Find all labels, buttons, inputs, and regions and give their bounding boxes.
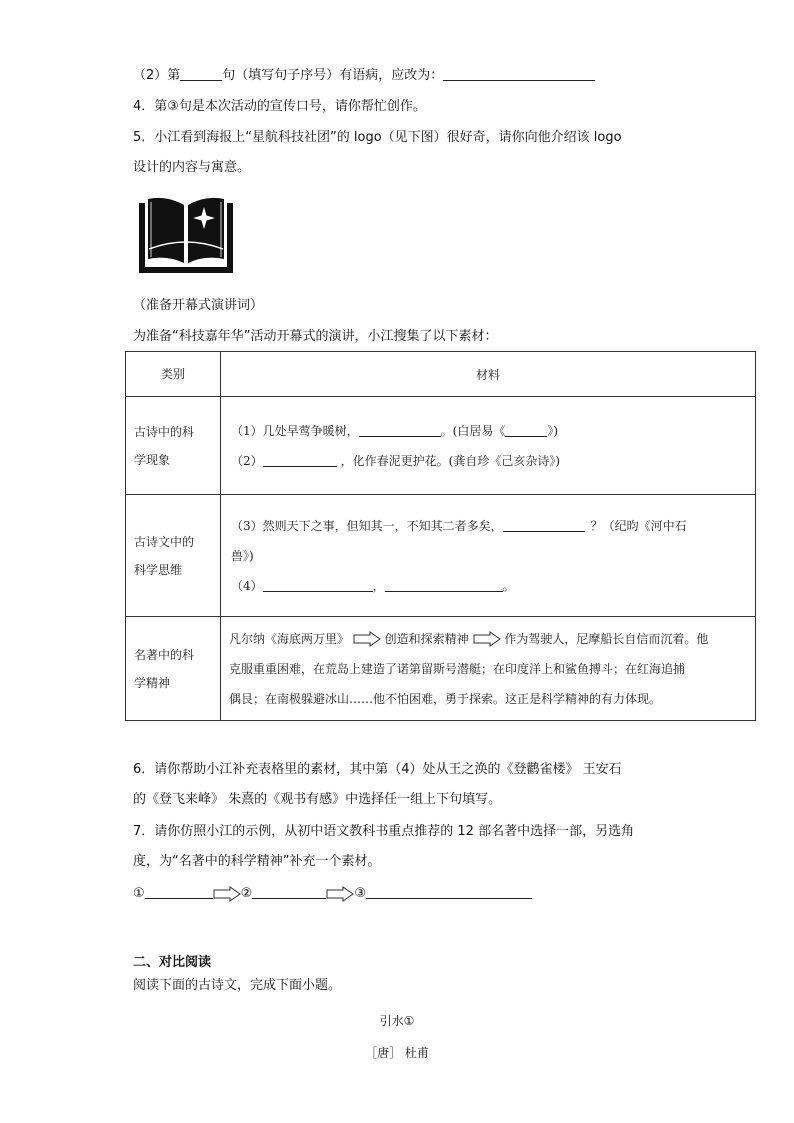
material-line: （1）几处早莺争暖树， 。(白居易《 》) <box>231 423 559 438</box>
answer-blank[interactable] <box>263 577 373 592</box>
question-2: （2）第 句（填写句子序号）有语病，应改为： <box>133 66 595 86</box>
book-star-logo-icon <box>137 197 235 275</box>
poem-title: 引水① <box>379 1014 415 1028</box>
table-row <box>126 495 756 617</box>
question-6-line2: 的《登飞来峰》 朱熹的《观书有感》中选择任一组上下句填写。 <box>133 792 502 807</box>
answer-row: ① ② ③ <box>133 884 532 904</box>
row-category: 古诗中的科 学现象 <box>126 397 221 495</box>
arrow-right-icon <box>213 886 241 902</box>
arrow-right-icon <box>353 631 381 647</box>
material-line: 凡尔纳《海底两万里》 创造和探索精神 作为驾驶人，尼摩船长自信而沉着。他 <box>229 631 709 646</box>
question-7-line2: 度，为“名著中的科学精神”补充一个素材。 <box>133 854 381 869</box>
answer-blank[interactable] <box>145 884 213 899</box>
row-category: 古诗文中的 科学思维 <box>126 495 221 617</box>
question-5-line2: 设计的内容与寓意。 <box>133 160 251 175</box>
row-material <box>221 397 756 495</box>
question-6-line1: 6．请你帮助小江补充表格里的素材，其中第（4）处从王之涣的《登鹳雀楼》 王安石 <box>133 762 622 777</box>
question-5-line1: 5．小江看到海报上“星航科技社团”的 logo（见下图）很好奇，请你向他介绍该 logo <box>133 130 622 145</box>
answer-blank[interactable] <box>505 422 547 437</box>
answer-blank[interactable] <box>443 66 595 81</box>
part-2-title: 二、对比阅读 <box>133 955 212 970</box>
part-2-instruction: 阅读下面的古诗文，完成下面小题。 <box>133 978 342 993</box>
section-title: （准备开幕式演讲词） <box>133 298 264 313</box>
arrow-right-icon <box>326 886 354 902</box>
row-material <box>221 617 756 721</box>
material-line: （3）然则天下之事，但知其一，不知其二者多矣， ？（纪昀《河中石 <box>231 518 687 533</box>
table-header-row <box>126 352 756 397</box>
material-line: （2） ，化作春泥更护花。(龚自珍《己亥杂诗》) <box>231 453 561 468</box>
poem-author: ［唐］ 杜甫 <box>365 1046 429 1060</box>
material-line: 克服重重困难，在荒岛上建造了诺第留斯号潜艇；在印度洋上和鲨鱼搏斗；在红海追捕 <box>229 661 686 676</box>
answer-blank[interactable] <box>503 517 585 532</box>
table-intro: 为准备“科技嘉年华”活动开幕式的演讲，小江搜集了以下素材： <box>133 329 498 344</box>
table-row <box>126 617 756 721</box>
row-material <box>221 495 756 617</box>
header-material: 材料 <box>221 352 756 397</box>
material-line: （4） ， 。 <box>231 578 515 593</box>
materials-table <box>125 351 756 721</box>
answer-blank[interactable] <box>180 66 222 81</box>
material-line: 偶艮；在南极躲避冰山……他不怕困难，勇于探索。这正是科学精神的有力体现。 <box>229 691 662 706</box>
arrow-right-icon <box>473 631 501 647</box>
table-row <box>126 397 756 495</box>
answer-blank[interactable] <box>252 884 326 899</box>
answer-blank[interactable] <box>263 452 337 467</box>
answer-blank[interactable] <box>359 422 441 437</box>
question-7-line1: 7．请你仿照小江的示例，从初中语文教科书重点推荐的 12 部名著中选择一部，另选角 <box>133 824 635 839</box>
answer-blank[interactable] <box>385 577 503 592</box>
header-category: 类别 <box>126 352 221 397</box>
answer-blank[interactable] <box>366 884 532 899</box>
question-4: 4．第③句是本次活动的宣传口号，请你帮忙创作。 <box>133 99 426 114</box>
material-line: 兽》) <box>231 548 254 563</box>
row-category: 名著中的科 学精神 <box>126 617 221 721</box>
